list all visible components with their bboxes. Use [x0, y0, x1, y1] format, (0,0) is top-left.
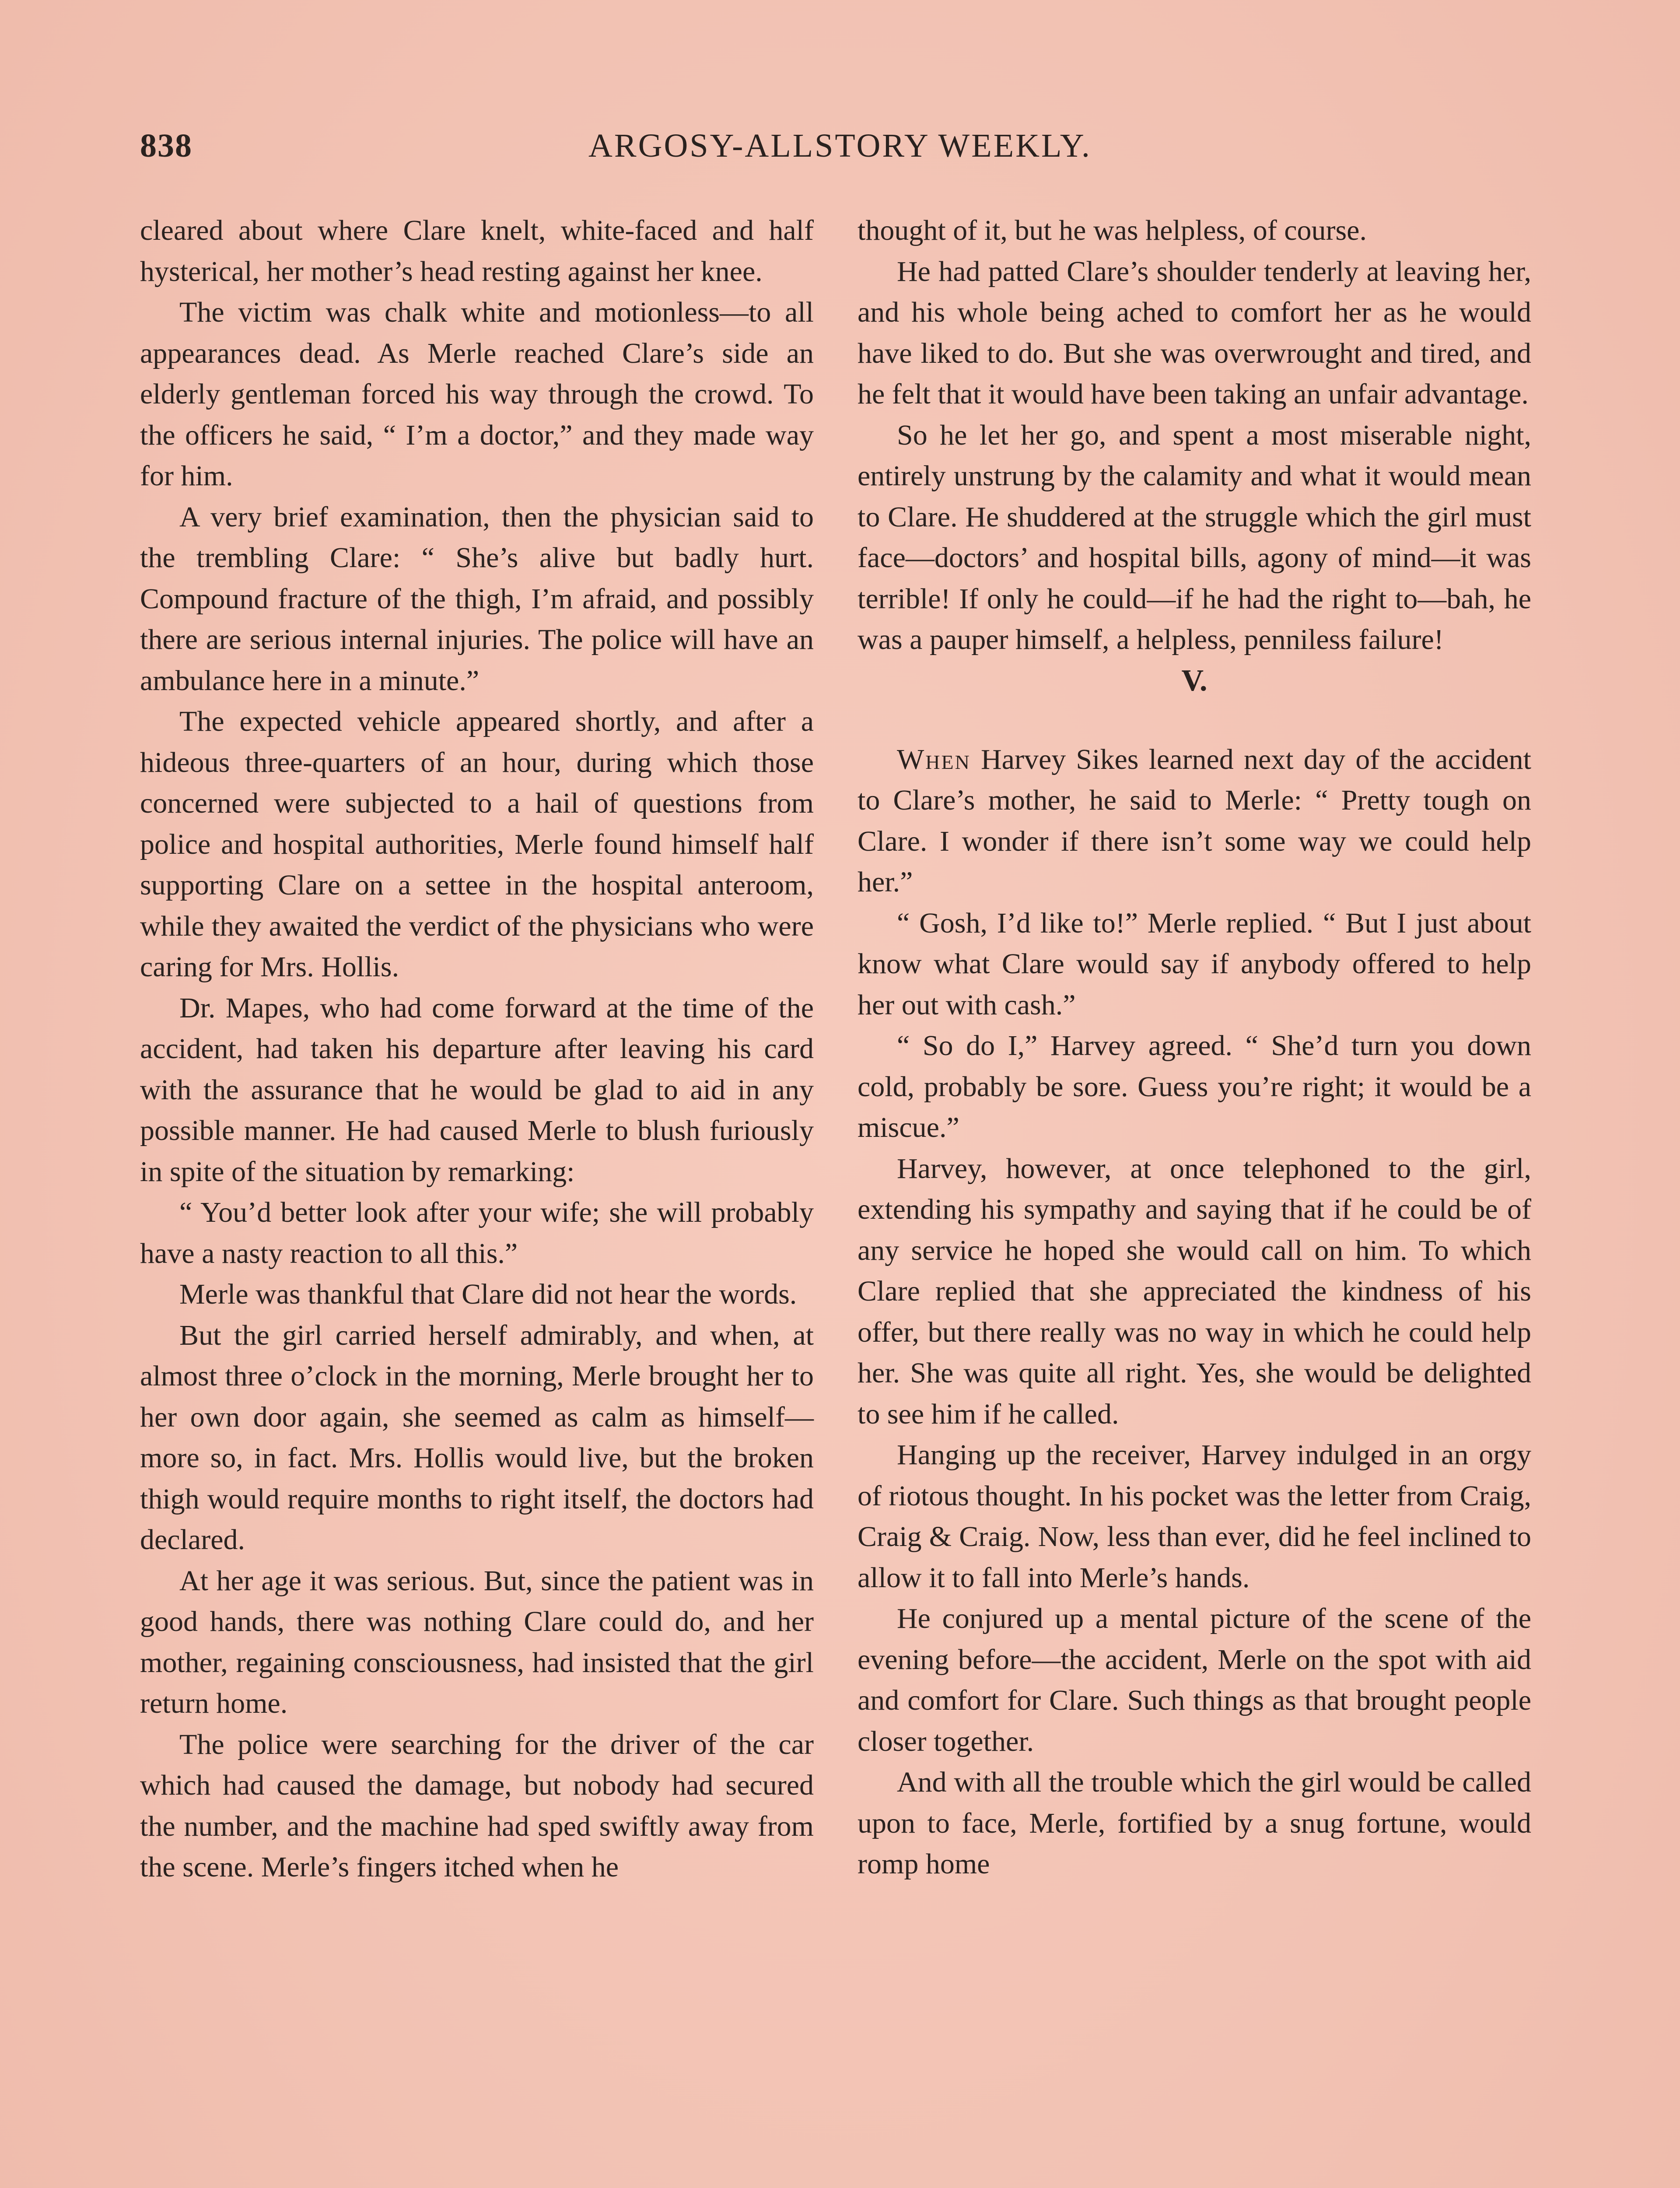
- running-title: ARGOSY-ALLSTORY WEEKLY.: [588, 127, 1092, 164]
- paragraph: “ You’d better look after your wife; she will probably have a nasty reaction to all this.”: [140, 1196, 814, 1269]
- paragraph: cleared about where Clare knelt, white-faced and half hysterical, her mother’s head resting against her knee.: [140, 214, 814, 288]
- paragraph: thought of it, but he was helpless, of course.: [858, 214, 1367, 246]
- page-number: 838: [140, 127, 192, 164]
- paragraph: The police were searching for the driver of the car which had caused the damage, but nobody had secured the number, and the machine had sped swiftly away from the scene. Merle’s fingers itched when he: [140, 1728, 814, 1883]
- paragraph: But the girl carried herself admirably, and when, at almost three o’clock in the morning, Merle brought her to her own door again, she seemed as calm as himself—more so, in fact. Mrs. Hollis would live, but the broken thigh would require months to right itself, the doctors had declared.: [140, 1319, 814, 1556]
- paragraph: At her age it was serious. But, since the patient was in good hands, there was nothing Clare could do, and her mother, regaining consciousness, had insisted that the girl return home.: [140, 1564, 814, 1719]
- paragraph: A very brief examination, then the physician said to the trembling Clare: “ She’s alive but badly hurt. Compound fracture of the thigh, I’m afraid, and possibly there are serious internal injuries. The police will have an ambulance here in a minute.”: [140, 501, 814, 697]
- paragraph: [858, 739, 1531, 903]
- paragraph: And with all the trouble which the girl would be called upon to face, Merle, fortified by a snug fortune, would romp home: [858, 1766, 1531, 1880]
- paragraph-text: Harvey Sikes learned next day of the accident to Clare’s mother, he said to Merle: “ Pretty tough on Clare. I wonder if there isn’t some way we could help her.”: [858, 743, 1531, 898]
- paragraph: Merle was thankful that Clare did not hear the words.: [179, 1278, 797, 1310]
- paragraph: “ So do I,” Harvey agreed. “ She’d turn you down cold, probably be sore. Guess you’re right; it would be a miscue.”: [858, 1030, 1531, 1143]
- paragraph: Dr. Mapes, who had come forward at the time of the accident, had taken his departure after leaving his card with the assurance that he would be glad to aid in any possible manner. He had caused Merle to blush furiously in spite of the situation by remarking:: [140, 992, 814, 1188]
- paragraph: So he let her go, and spent a most miserable night, entirely unstrung by the calamity and what it would mean to Clare. He shuddered at the struggle which the girl must face—doctors’ and hospital bills, agony of mind—it was terrible! If only he could—if he had the right to—bah, he was a pauper himself, a helpless, penniless failure!: [858, 419, 1531, 656]
- paragraph: “ Gosh, I’d like to!” Merle replied. “ But I just about know what Clare would say if anybody offered to help her out with cash.”: [858, 907, 1531, 1021]
- left-column: [140, 210, 814, 1888]
- paragraph: Hanging up the receiver, Harvey indulged in an orgy of riotous thought. In his pocket was the letter from Craig, Craig & Craig. Now, less than ever, did he feel inclined to allow it to fall into Merle’s hands.: [858, 1439, 1531, 1594]
- lead-word: When: [897, 743, 971, 775]
- paragraph: He had patted Clare’s shoulder tenderly at leaving her, and his whole being ached to comfort her as he would have liked to do. But she was overwrought and tired, and he felt that it would have been taking an unfair advantage.: [858, 255, 1531, 410]
- paragraph: The expected vehicle appeared shortly, and after a hideous three-quarters of an hour, during which those concerned were subjected to a hail of questions from police and hospital authorities, Merle found himself half supporting Clare on a settee in the hospital anteroom, while they awaited the verdict of the physicians who were caring for Mrs. Hollis.: [140, 705, 814, 983]
- section-heading: V.: [1181, 663, 1208, 698]
- right-column: [858, 210, 1531, 1885]
- page-header: [140, 127, 1540, 175]
- paragraph: The victim was chalk white and motionless—to all appearances dead. As Merle reached Clare’s side an elderly gentleman forced his way through the crowd. To the officers he said, “ I’m a doctor,” and they made way for him.: [140, 296, 814, 492]
- paragraph: Harvey, however, at once telephoned to the girl, extending his sympathy and saying that if he could be of any service he hoped she would call on him. To which Clare replied that she appreciated the kindness of his offer, but there really was no way in which he could help her. She was quite all right. Yes, she would be delighted to see him if he called.: [858, 1152, 1531, 1430]
- paragraph: He conjured up a mental picture of the scene of the evening before—the accident, Merle on the spot with aid and comfort for Clare. Such things as that brought people closer together.: [858, 1602, 1531, 1757]
